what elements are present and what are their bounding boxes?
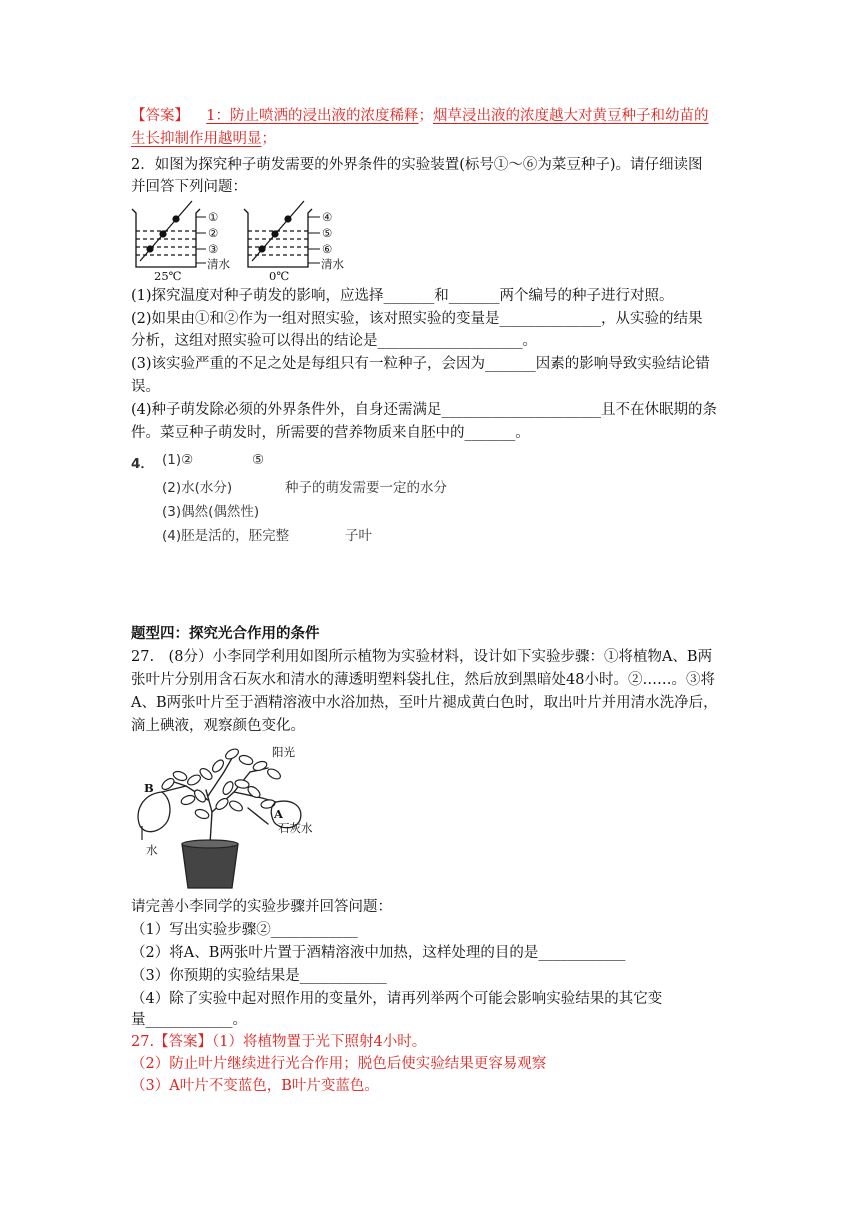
answer-4-l3: (3)偶然(偶然性) (162, 504, 260, 520)
q2-part-2-line-2: 分析，这组对照实验可以得出的结论是____________________。 (131, 333, 537, 349)
q27-step-4-line-1: （4）除了实验中起对照作用的变量外，请再列举两个可能会影响实验结果的其它变 (131, 991, 663, 1007)
answer-tag: 【答案】 (131, 108, 189, 124)
label-water-left: 清水 (207, 257, 230, 271)
seed-6 (258, 245, 265, 252)
label-seed-6: ⑥ (322, 242, 333, 256)
answer-1-line-2-text: 生长抑制作用越明显 (131, 131, 262, 147)
label-seed-4: ④ (322, 210, 333, 224)
answer-4-l1b: ⑤ (252, 452, 265, 468)
q2-part-1: (1)探究温度对种子萌发的影响，应选择_______和_______两个编号的种子进行对照。 (131, 288, 674, 304)
pot (182, 844, 238, 888)
bag-b (138, 792, 170, 832)
label-seed-5: ⑤ (322, 226, 333, 240)
answer-1-line-2-end: ； (261, 131, 276, 147)
beaker-figure (128, 197, 363, 282)
label-seed-3: ③ (208, 242, 219, 256)
q27-ask: 请完善小李同学的实验步骤并回答问题： (131, 899, 392, 915)
q27-step-1: （1）写出实验步骤②____________ (131, 922, 358, 938)
q27-line-4: 滴上碘液，观察颜色变化。 (131, 718, 305, 734)
q27-line-3: A、B两张叶片至于酒精溶液中水浴加热，至叶片褪成黄白色时，取出叶片并用清水洗净后， (131, 695, 718, 711)
q27-line-2: 张叶片分别用含石灰水和清水的薄透明塑料袋扎住，然后放到黑暗处48小时。②……。③将 (131, 672, 715, 688)
seed-2 (159, 230, 166, 237)
label-sunlight: 阳光 (272, 745, 295, 759)
label-temp-right: 0℃ (269, 269, 290, 282)
beaker-right (244, 201, 320, 267)
label-limewater: 石灰水 (278, 821, 313, 835)
q27-line-1: 27. (8分）小李同学利用如图所示植物为实验材料，设计如下实验步骤：①将植物A、B两 (131, 649, 713, 665)
seed-5 (271, 230, 278, 237)
answer-4-l2a: (2)水(水分) (162, 480, 233, 496)
seed-4 (284, 215, 291, 222)
answer-1-line-2 (131, 129, 276, 149)
section-4-title: 题型四：探究光合作用的条件 (131, 625, 320, 642)
answer-4-l4a: (4)胚是活的，胚完整 (162, 528, 290, 544)
beaker-left (132, 201, 206, 267)
q2-part-4-line-2: 件。菜豆种子萌发时，所需要的营养物质来自胚中的_______。 (131, 425, 530, 441)
q2-part-4-line-1: (4)种子萌发除必须的外界条件外，自身还需满足______________________且不在休眠期的条 (131, 402, 718, 418)
answer-1-sep: ； (418, 108, 433, 124)
answer-4-l4b: 子叶 (345, 528, 372, 544)
seed-3 (146, 245, 153, 252)
answer-1-part-b: 烟草浸出液的浓度越大对黄豆种子和幼苗的 (432, 108, 709, 124)
label-temp-left: 25℃ (154, 269, 182, 282)
q2-part-2-line-1: (2)如果由①和②作为一组对照实验，该对照实验的变量是______________，从实验的结果 (131, 311, 703, 327)
label-seed-1: ① (208, 210, 219, 224)
q27-step-4-line-2: 量____________。 (131, 1012, 247, 1028)
plant-figure (128, 742, 348, 890)
q2-part-3-line-2: 误。 (131, 379, 160, 395)
answer-1-part-a: 防止喷洒的浸出液的浓度稀释 (229, 108, 419, 124)
q2-intro-line-1: 2．如图为探究种子萌发需要的外界条件的实验装置(标号①～⑥为菜豆种子)。请仔细读图 (131, 157, 703, 173)
label-water: 水 (146, 843, 158, 857)
answer-1-prefix: 1： (206, 108, 230, 124)
label-seed-2: ② (208, 226, 219, 240)
label-water-right: 清水 (321, 257, 344, 271)
answer-4-l2b: 种子的萌发需要一定的水分 (285, 480, 447, 496)
answer-27-line-3: （3）A叶片不变蓝色，B叶片变蓝色。 (131, 1078, 379, 1094)
answer-4-l1a: (1)② (162, 452, 194, 468)
answer-27-line-1: 27.【答案】（1）将植物置于光下照射4小时。 (131, 1034, 427, 1050)
seed-1 (172, 215, 179, 222)
answer-27-line-2: （2）防止叶片继续进行光合作用；脱色后使实验结果更容易观察 (131, 1056, 547, 1072)
q2-part-3-line-1: (3)该实验严重的不足之处是每组只有一粒种子，会因为_______因素的影响导致实验结论错 (131, 356, 710, 372)
answer-4-number: 4． (131, 456, 154, 472)
q2-intro-line-2: 并回答下列问题： (131, 179, 247, 195)
label-b: B (144, 781, 154, 795)
answer-1-line-1 (131, 106, 708, 126)
label-a: A (274, 807, 283, 821)
q27-step-3: （3）你预期的实验结果是____________ (131, 968, 387, 984)
q27-step-2: （2）将A、B两张叶片置于酒精溶液中加热，这样处理的目的是____________ (131, 945, 626, 961)
